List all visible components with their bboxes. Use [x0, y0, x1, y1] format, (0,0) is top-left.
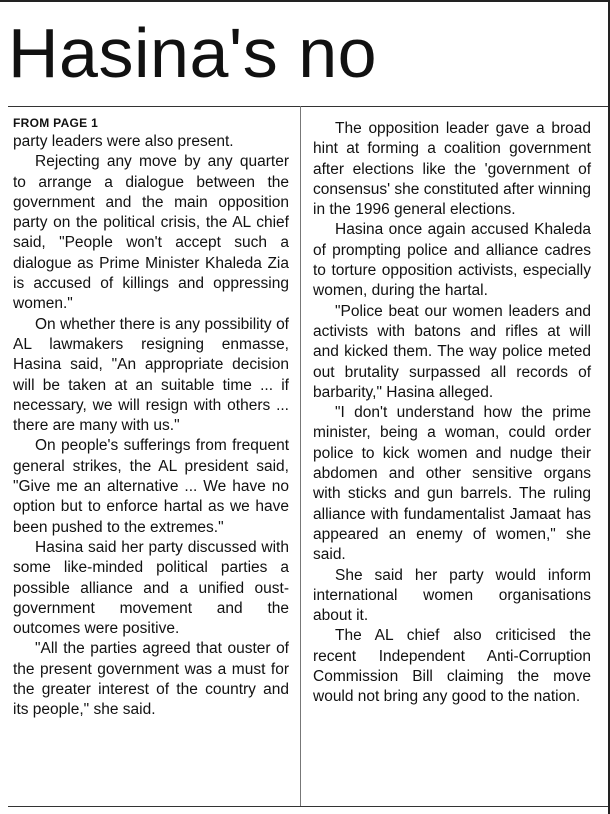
paragraph: On whether there is any possibility of AL lawmakers resigning enmasse, Hasina said, "An appropriate decision will be taken at an suitable time ... if necessary, we will resign with others ... there are many with us." — [13, 315, 289, 435]
paragraph: The opposition leader gave a broad hint at forming a coalition government after elections like the 'government of consensus' she constituted after winning in the 1996 general elections. — [313, 120, 591, 219]
paragraph: Hasina said her party discussed with some like-minded political parties a possible alliance and a unified oust-government movement and the outcomes were positive. — [13, 538, 289, 638]
bottom-rule — [8, 806, 608, 807]
paragraph: The AL chief also criticised the recent Independent Anti-Corruption Commission Bill claiming the move would not bring any good to the nation. — [313, 627, 591, 706]
continued-from-label: FROM PAGE 1 — [13, 116, 99, 130]
left-column — [13, 116, 289, 721]
paragraph: "All the parties agreed that ouster of the present government was a must for the greater interest of the country and its people," she said. — [13, 640, 289, 719]
column-separator — [300, 106, 301, 806]
paragraph: She said her party would inform international women organisations about it. — [313, 566, 591, 625]
headline: Hasina's no — [8, 14, 378, 92]
paragraph: "I don't understand how the prime minister, being a woman, could order police to kick women and nudge their abdomen and other sensitive organs with sticks and gun barrels. The ruling alliance with fundamentalist Jamaat has appeared an enemy of women," she said. — [313, 404, 591, 564]
paragraph: "Police beat our women leaders and activists with batons and rifles at will and kicked them. The way police meted out brutality surpassed all records of barbarity," Hasina alleged. — [313, 302, 591, 401]
headline-rule — [8, 106, 608, 107]
paragraph: On people's sufferings from frequent general strikes, the AL president said, "Give me an alternative ... We have no option but to enforce hartal as we have been pushed to the extremes." — [13, 437, 289, 536]
paragraph: party leaders were also present. — [13, 133, 234, 150]
right-column — [313, 119, 591, 708]
paragraph: Rejecting any move by any quarter to arrange a dialogue between the government and the main opposition party on the political crisis, the AL chief said, "People won't accept such a dialogue as Prime Minister Khaleda Zia is accused of killings and oppressing women." — [13, 153, 289, 313]
paragraph: Hasina once again accused Khaleda of prompting police and alliance cadres to torture opposition activists, especially women, during the hartal. — [313, 221, 591, 300]
